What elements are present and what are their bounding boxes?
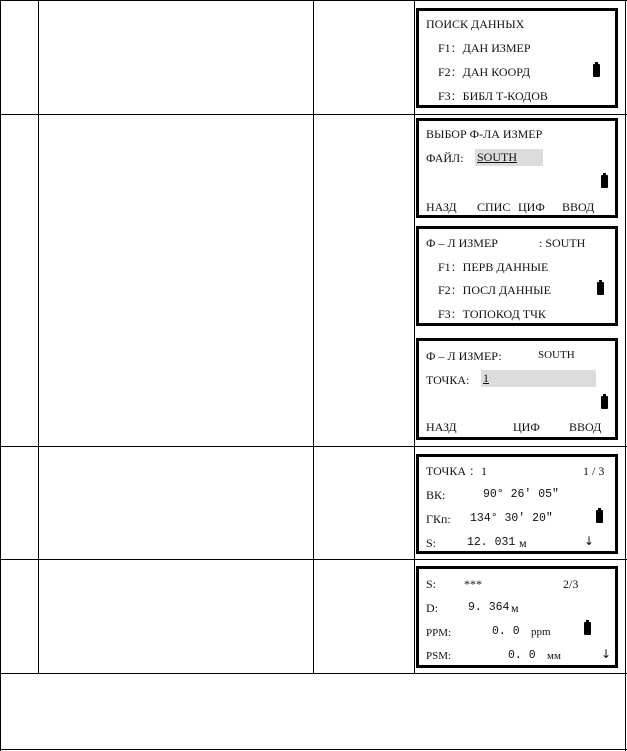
battery-icon (597, 282, 604, 295)
battery-icon (596, 510, 603, 523)
vk-value: 90° 26′ 05″ (483, 488, 559, 501)
d-unit: м (511, 601, 519, 615)
table-border-right (625, 0, 626, 751)
point-input-value: 1 (483, 371, 489, 385)
menu-item-f1[interactable]: F1：ДАН ИЗМЕР (438, 41, 531, 55)
column-divider-3 (414, 0, 415, 673)
point-number: ТОЧКА ：1 (426, 464, 488, 478)
s-unit: м (519, 536, 527, 550)
file-input[interactable] (475, 149, 543, 166)
file-name: SOUTH (538, 349, 575, 361)
file-name: : SOUTH (539, 236, 586, 250)
file-input-value: SOUTH (477, 150, 518, 164)
ppm-label: PPM: (426, 627, 452, 639)
battery-icon (593, 64, 600, 77)
screen-file-menu (416, 226, 618, 326)
d-value: 9. 364 (468, 601, 510, 614)
point-label: ТОЧКА: (426, 373, 470, 387)
point-input[interactable] (481, 370, 596, 387)
softkey-numeric[interactable]: ЦИФ (513, 420, 540, 434)
row-divider-3 (0, 559, 627, 560)
battery-icon (584, 622, 591, 635)
screen-select-file (416, 118, 618, 218)
screen-title: Ф – Л ИЗМЕР: (426, 349, 502, 363)
arrow-down-icon: ↓ (584, 534, 595, 548)
menu-item-f1[interactable]: F1：ПЕРВ ДАННЫЕ (438, 260, 549, 274)
screen-point-page-1 (416, 454, 618, 554)
hk-label: ГКп: (426, 512, 451, 526)
column-divider-2 (313, 0, 314, 673)
screen-point-input (416, 338, 618, 440)
psm-unit: мм (547, 650, 561, 662)
row-divider-2 (0, 446, 627, 447)
menu-item-f2[interactable]: F2：ПОСЛ ДАННЫЕ (438, 283, 551, 297)
table-border-left (0, 0, 1, 751)
psm-label: PSM: (426, 650, 452, 662)
arrow-down-icon: ↓ (601, 647, 612, 661)
column-divider-1 (38, 0, 39, 673)
battery-icon (601, 396, 608, 409)
screen-search-data (416, 8, 618, 108)
softkey-enter[interactable]: ВВОД (562, 200, 595, 214)
page-indicator: 1 / 3 (583, 464, 605, 478)
hk-value: 134° 30′ 20″ (470, 512, 553, 525)
s-value: 12. 031 (467, 536, 516, 549)
d-label: D: (426, 601, 438, 615)
row-divider-1 (0, 114, 627, 115)
menu-item-f2[interactable]: F2：ДАН КООРД (438, 65, 531, 79)
s-label: S: (426, 536, 437, 550)
softkey-enter[interactable]: ВВОД (569, 420, 602, 434)
screen-title: ПОИСК ДАННЫХ (426, 17, 525, 31)
row-divider-4 (0, 673, 627, 674)
menu-item-f3[interactable]: F3：БИБЛ Т-КОДОВ (438, 89, 548, 103)
page-indicator: 2/3 (563, 577, 579, 591)
softkey-list[interactable]: СПИС (477, 200, 511, 214)
vk-label: ВК: (426, 488, 446, 502)
s-label: S: (426, 577, 437, 591)
screen-point-page-2 (416, 566, 618, 668)
psm-value: 0. 0 (508, 649, 536, 662)
screen-title: Ф – Л ИЗМЕР (426, 236, 498, 250)
menu-item-f3[interactable]: F3：ТОПОКОД ТЧК (438, 307, 546, 321)
softkey-back[interactable]: НАЗД (426, 420, 457, 434)
battery-icon (601, 175, 608, 188)
ppm-unit: ppm (531, 626, 551, 638)
s-value: *** (464, 577, 482, 591)
file-label: ФАЙЛ: (426, 151, 464, 165)
softkey-numeric[interactable]: ЦИФ (518, 200, 545, 214)
screen-title: ВЫБОР Ф-ЛА ИЗМЕР (426, 127, 543, 141)
table-border-bottom (0, 749, 627, 750)
ppm-value: 0. 0 (492, 625, 520, 638)
softkey-back[interactable]: НАЗД (426, 200, 457, 214)
